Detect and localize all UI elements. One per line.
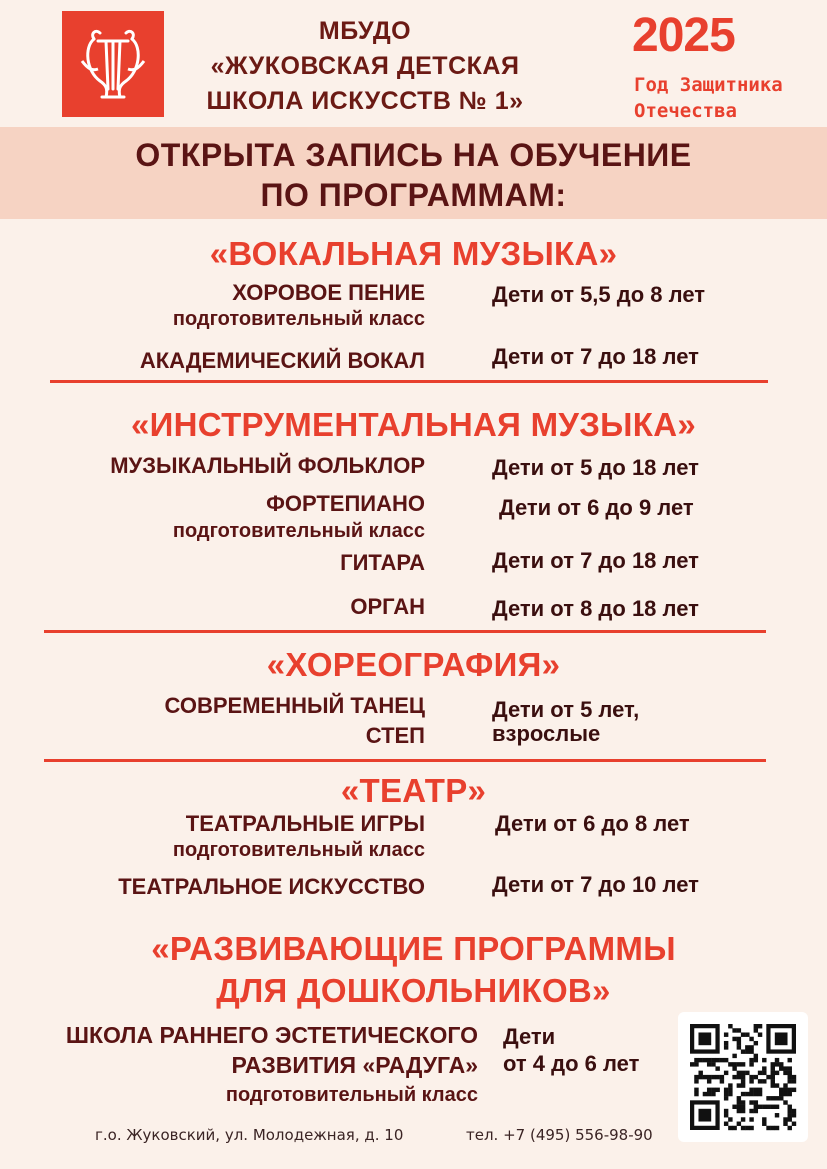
school-name-line-2: «ЖУКОВСКАЯ ДЕТСКАЯ: [210, 52, 520, 80]
program-sub-theatre-games: подготовительный класс: [172, 839, 425, 861]
program-name-raduga-line-2: РАЗВИТИЯ «РАДУГА»: [231, 1052, 478, 1078]
program-name-organ: ОРГАН: [350, 594, 425, 619]
section-title-choreography: «ХОРЕОГРАФИЯ»: [266, 646, 561, 683]
program-sub-piano: подготовительный класс: [172, 520, 425, 542]
year-caption-line-2: Отечества: [634, 100, 737, 122]
footer-address: г.о. Жуковский, ул. Молодежная, д. 10: [95, 1126, 404, 1144]
program-name-folklore: МУЗЫКАЛЬНЫЙ ФОЛЬКЛОР: [110, 453, 425, 478]
lyre-icon: [62, 11, 164, 117]
program-name-guitar: ГИТАРА: [340, 550, 425, 575]
program-age-theatre-games: Дети от 6 до 8 лет: [495, 811, 690, 836]
program-age-raduga-range: от 4 до 6 лет: [503, 1051, 640, 1076]
program-age-piano: Дети от 6 до 9 лет: [499, 495, 694, 520]
program-name-theatre-games: ТЕАТРАЛЬНЫЕ ИГРЫ: [185, 811, 425, 836]
section-title-vocal: «ВОКАЛЬНАЯ МУЗЫКА»: [209, 235, 618, 272]
program-name-modern-dance: СОВРЕМЕННЫЙ ТАНЕЦ: [164, 693, 425, 718]
program-age-guitar: Дети от 7 до 18 лет: [492, 548, 699, 573]
program-sub-raduga: подготовительный класс: [225, 1084, 478, 1106]
section-divider: [44, 759, 766, 762]
program-age-theatre-art: Дети от 7 до 10 лет: [492, 872, 699, 897]
program-name-raduga-line-1: ШКОЛА РАННЕГО ЭСТЕТИЧЕСКОГО: [65, 1022, 478, 1048]
program-name-piano: ФОРТЕПИАНО: [266, 491, 425, 516]
program-name-step: СТЕП: [365, 723, 425, 748]
program-sub-choir: подготовительный класс: [172, 308, 425, 330]
year-caption-line-1: Год Защитника: [634, 74, 783, 96]
program-age-dance: Дети от 5 лет,: [492, 697, 640, 722]
section-title-preschool-line-2: ДЛЯ ДОШКОЛЬНИКОВ»: [216, 972, 611, 1009]
qr-code-icon[interactable]: [678, 1012, 808, 1142]
program-age-organ: Дети от 8 до 18 лет: [492, 596, 699, 621]
program-age-dance-adults: взрослые: [492, 721, 601, 746]
school-name-line-1: МБУДО: [318, 17, 412, 45]
section-divider: [50, 380, 768, 383]
program-age-choir: Дети от 5,5 до 8 лет: [492, 282, 706, 307]
program-age-academic-vocal: Дети от 7 до 18 лет: [492, 344, 699, 369]
footer-phone[interactable]: тел. +7 (495) 556-98-90: [466, 1126, 653, 1144]
program-name-theatre-art: ТЕАТРАЛЬНОЕ ИСКУССТВО: [118, 874, 425, 899]
program-age-raduga: Дети: [503, 1024, 556, 1049]
section-title-instrumental: «ИНСТРУМЕНТАЛЬНАЯ МУЗЫКА»: [130, 406, 697, 443]
program-name-academic-vocal: АКАДЕМИЧЕСКИЙ ВОКАЛ: [139, 348, 425, 373]
banner-line-1: ОТКРЫТА ЗАПИСЬ НА ОБУЧЕНИЕ: [135, 137, 692, 173]
program-age-folklore: Дети от 5 до 18 лет: [492, 455, 699, 480]
school-name-line-3: ШКОЛА ИСКУССТВ № 1»: [206, 87, 524, 115]
year-label: 2025: [632, 9, 735, 62]
banner-line-2: ПО ПРОГРАММАМ:: [260, 177, 567, 213]
school-logo: [62, 11, 164, 117]
program-name-choir: ХОРОВОЕ ПЕНИЕ: [232, 280, 425, 305]
section-title-theatre: «ТЕАТР»: [340, 772, 487, 809]
section-divider: [44, 630, 766, 633]
section-title-preschool-line-1: «РАЗВИВАЮЩИЕ ПРОГРАММЫ: [151, 930, 676, 967]
